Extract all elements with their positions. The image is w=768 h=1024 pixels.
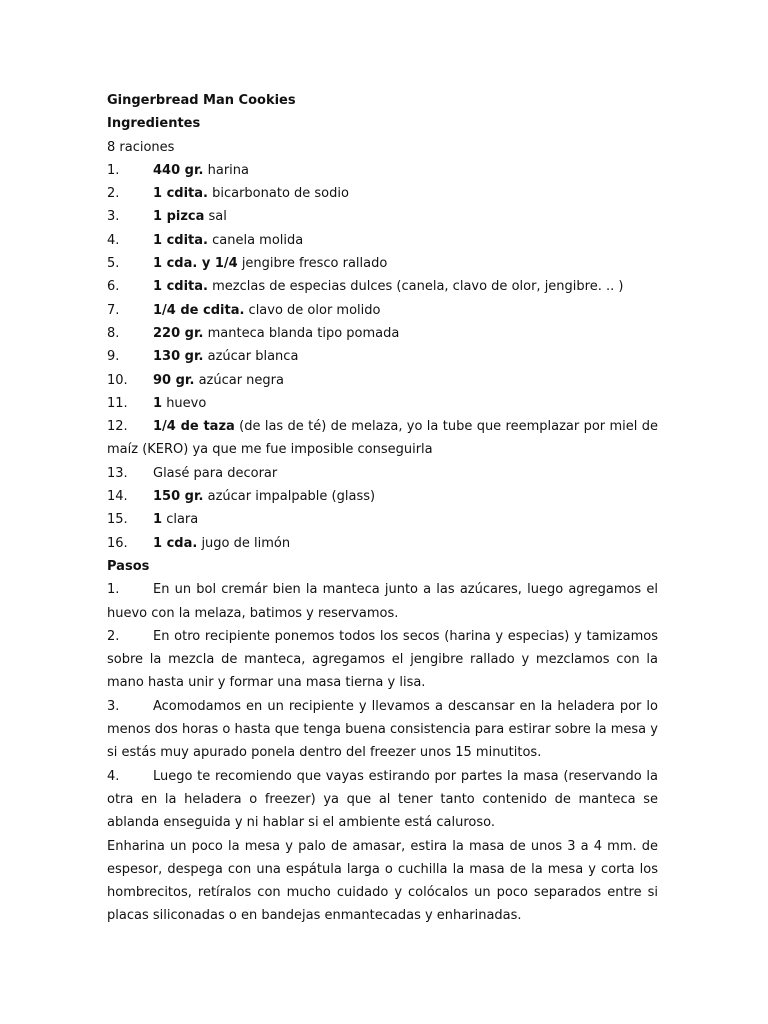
list-item	[107, 275, 658, 298]
item-text: azúcar blanca	[207, 349, 299, 365]
item-number: 7.	[107, 302, 120, 318]
item-number: 1.	[107, 162, 120, 178]
list-item	[107, 252, 658, 275]
step-item	[107, 695, 658, 765]
list-item	[107, 345, 658, 368]
list-item	[107, 392, 658, 415]
step-text: En un bol cremár bien la manteca junto a las azúcares, luego agregamos el huevo con la melaza, batimos y reservamos.	[107, 582, 658, 621]
item-quantity: 1 cda. y 1/4	[153, 256, 238, 272]
item-quantity: 1	[153, 395, 163, 411]
item-text: azúcar negra	[198, 372, 284, 388]
item-number: 4.	[107, 232, 120, 248]
list-item	[107, 508, 658, 531]
item-quantity: 1 cda.	[153, 535, 198, 551]
list-item	[107, 322, 658, 345]
list-item	[107, 485, 658, 508]
step-text: Acomodamos en un recipiente y llevamos a descansar en la heladera por lo menos dos horas o hasta que tenga buena consistencia para estirar sobre la mesa y si estás muy apurado ponela dentro del freezer unos 15 minutitos.	[107, 698, 658, 761]
list-item	[107, 415, 658, 462]
item-text: jengibre fresco rallado	[241, 256, 388, 272]
closing-paragraph: Enharina un poco la mesa y palo de amasar, estira la masa de unos 3 a 4 mm. de espesor, despega con una espátula larga o cuchilla la masa de la mesa y corta los hombrecitos, retíralos con mucho cuidado y colócalos un poco separados entre si placas siliconadas o en bandejas enmantecadas y enharinadas.	[107, 838, 658, 924]
item-text: harina	[207, 162, 249, 178]
item-quantity: 150 gr.	[153, 489, 204, 505]
step-number: 3.	[107, 698, 120, 714]
ingredients-list	[107, 159, 658, 555]
item-quantity: 1 cdita.	[153, 232, 208, 248]
steps-heading: Pasos	[107, 558, 150, 574]
item-quantity: 130 gr.	[153, 349, 204, 365]
item-quantity: 1 cdita.	[153, 279, 208, 295]
step-item	[107, 765, 658, 835]
item-text: clavo de olor molido	[248, 302, 381, 318]
item-number: 13.	[107, 465, 128, 481]
item-quantity: 1/4 de cdita.	[153, 302, 245, 318]
list-item	[107, 532, 658, 555]
item-text: clara	[166, 512, 199, 528]
item-quantity: 1	[153, 512, 163, 528]
item-number: 10.	[107, 372, 128, 388]
item-text: Glasé para decorar	[153, 465, 278, 481]
servings-text: 8 raciones	[107, 139, 175, 155]
step-number: 1.	[107, 582, 120, 598]
list-item	[107, 229, 658, 252]
item-text: bicarbonato de sodio	[212, 186, 349, 202]
item-text: manteca blanda tipo pomada	[207, 325, 400, 341]
item-text: azúcar impalpable (glass)	[207, 489, 376, 505]
item-text: canela molida	[212, 232, 304, 248]
step-item	[107, 625, 658, 695]
item-number: 15.	[107, 512, 128, 528]
item-number: 8.	[107, 325, 120, 341]
list-item	[107, 462, 658, 485]
item-quantity: 1/4 de taza	[153, 419, 235, 435]
step-number: 2.	[107, 628, 120, 644]
step-text: Luego te recomiendo que vayas estirando por partes la masa (reservando la otra en la heladera o freezer) ya que al tener tanto contenido de manteca se ablanda enseguida y ni hablar si el ambiente está caluroso.	[107, 768, 658, 831]
step-item	[107, 578, 658, 625]
item-number: 12.	[107, 419, 128, 435]
item-number: 3.	[107, 209, 120, 225]
item-number: 11.	[107, 395, 128, 411]
steps-list	[107, 578, 658, 834]
item-text: sal	[208, 209, 227, 225]
item-text: (de las de té) de melaza, yo la tube que reemplazar por miel de maíz (KERO) ya que me fue imposible conseguirla	[107, 419, 658, 458]
list-item	[107, 159, 658, 182]
item-number: 2.	[107, 186, 120, 202]
item-quantity: 220 gr.	[153, 325, 204, 341]
list-item	[107, 369, 658, 392]
item-text: mezclas de especias dulces (canela, clavo de olor, jengibre. .. )	[212, 279, 624, 295]
recipe-document	[107, 89, 658, 928]
item-number: 6.	[107, 279, 120, 295]
step-number: 4.	[107, 768, 120, 784]
recipe-title: Gingerbread Man Cookies	[107, 93, 296, 108]
item-number: 16.	[107, 535, 128, 551]
item-quantity: 1 pizca	[153, 209, 205, 225]
item-text: jugo de limón	[201, 535, 291, 551]
item-quantity: 440 gr.	[153, 162, 204, 178]
item-quantity: 1 cdita.	[153, 186, 208, 202]
item-text: huevo	[166, 395, 207, 411]
item-quantity: 90 gr.	[153, 372, 195, 388]
list-item	[107, 205, 658, 228]
list-item	[107, 182, 658, 205]
item-number: 9.	[107, 349, 120, 365]
item-number: 5.	[107, 256, 120, 272]
step-text: En otro recipiente ponemos todos los secos (harina y especias) y tamizamos sobre la mezcla de manteca, agregamos el jengibre rallado y mezclamos con la mano hasta unir y formar una masa tierna y lisa.	[107, 628, 658, 691]
ingredients-heading: Ingredientes	[107, 116, 201, 132]
item-number: 14.	[107, 489, 128, 505]
list-item	[107, 299, 658, 322]
